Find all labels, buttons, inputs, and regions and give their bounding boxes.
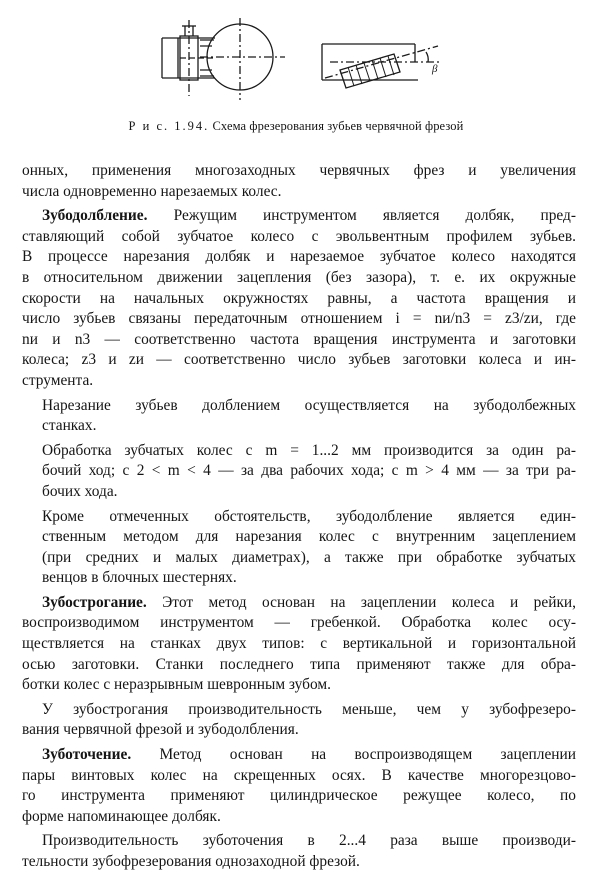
paragraph-planing-productivity [22, 700, 576, 741]
text-line: ставляющий собой зубчатое колесо с эвольвентным профилем зубьев. [22, 227, 576, 245]
text-line: вания червячной фрезой и зубодолбления. [22, 721, 299, 739]
text-line: (при средних и малых диаметрах), а также при обработке зубчатых [42, 548, 576, 566]
text-line: станках. [42, 417, 97, 435]
text-line: онных, применения многозаходных червячных фрез и увеличения [22, 162, 576, 179]
text-line: тельности зубофрезерования однозаходной фрезой. [22, 853, 360, 870]
milling-scheme-drawing [0, 0, 592, 118]
text-line: числа одновременно нарезаемых колес. [22, 182, 282, 200]
text-line: струмента. [22, 371, 94, 389]
text-line: nи и n3 — соответственно частота вращения инструмента и заготовки [22, 330, 576, 348]
text-line: осью заготовки. Станки последнего типа применяют также для обра- [22, 655, 576, 673]
paragraph-shaping-machines [22, 396, 576, 437]
caption-text: Схема фрезерования зубьев червячной фрезой [212, 119, 464, 133]
text-line: Зубострогание. Этот метод основан на зацеплении колеса и рейки, [42, 593, 576, 611]
body-text [22, 161, 576, 877]
section-heading-gear-skiving: Зуботочение. [42, 746, 132, 764]
text-line: Зубодолбление. Режущим инструментом является долбяк, пред- [42, 207, 576, 225]
text-line: колеса; z3 и zи — соответственно число зубьев заготовки колеса и ин- [22, 351, 576, 369]
text-line: ственным методом для нарезания колес с внутренним зацеплением [42, 528, 576, 546]
section-heading-gear-shaping: Зубодолбление. [42, 207, 148, 225]
paragraph-continuation [22, 161, 576, 202]
paragraph-skiving-productivity [22, 831, 576, 872]
text-line: У зубострогания производительность меньше, чем у зубофрезеро- [42, 700, 576, 718]
text-line: В процессе нарезания долбяк и нарезаемое зубчатое колесо находятся [22, 248, 576, 266]
paragraph-gear-shaping [22, 206, 576, 391]
text-line: Кроме отмеченных обстоятельств, зубодолбление является един- [42, 507, 576, 525]
text-line: число зубьев связаны передаточным отношением i = nи/n3 = z3/zи, где [22, 310, 576, 328]
paragraph-module-passes [22, 441, 576, 503]
text-line: пары винтовых колес на скрещенных осях. В качестве многорезцово- [22, 766, 576, 784]
text-line: Зуботочение. Метод основан на воспроизводящем зацеплении [42, 746, 576, 764]
figure-caption [0, 119, 592, 134]
text-line: воспроизводимом инструментом — гребенкой. Обработка колес осу- [22, 614, 576, 632]
text-line: го инструмента применяют цилиндрическое режущее колесо, по [22, 787, 576, 805]
text-line: венцов в блочных шестернях. [42, 569, 237, 587]
text-line: ботки колес с неразрывным шевронным зубом. [22, 676, 331, 694]
text-line: форме напоминающее долбяк. [22, 807, 221, 825]
angle-beta-label: β [432, 63, 438, 75]
text-line: в относительном движении зацепления (без зазора), т. е. их окружные [22, 268, 576, 286]
text-line: Производительность зуботочения в 2...4 раза выше производи- [42, 832, 576, 850]
text-line: бочий ход; с 2 < m < 4 — за два рабочих хода; с m > 4 мм — за три ра- [42, 462, 576, 480]
text-line: скорости на начальных окружностях равны, а частота вращения и [22, 289, 576, 307]
paragraph-gear-skiving [22, 745, 576, 827]
paragraph-gear-planing [22, 593, 576, 696]
paragraph-internal-gears [22, 507, 576, 589]
section-heading-gear-planing: Зубострогание. [42, 593, 147, 611]
text-line: бочих хода. [42, 482, 118, 500]
figure-1-94 [0, 0, 592, 133]
text-line: ществляется на станках двух типов: с вертикальной и горизонтальной [22, 635, 576, 653]
text-line: Обработка зубчатых колес с m = 1...2 мм производится за один ра- [42, 441, 576, 459]
caption-figure-number: Р и с. 1.94. [128, 119, 210, 133]
text-line: Нарезание зубьев долблением осуществляется на зубодолбежных [42, 396, 576, 414]
